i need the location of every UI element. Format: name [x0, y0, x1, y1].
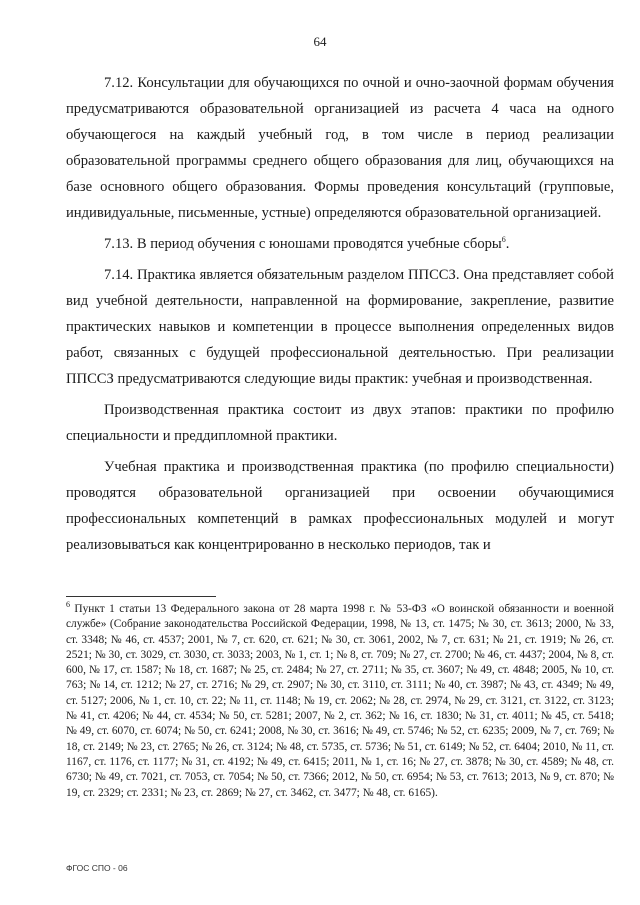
- footnote-reference[interactable]: 6: [501, 235, 506, 245]
- paragraph-7-12: 7.12. Консультации для обучающихся по очной и очно-заочной формам обучения предусматриваются образовательной организацией из расчета 4 часа на одного обучающегося на каждый учебный год, в том числе в период реализации образовательной программы среднего общего образования для лиц, обучающихся на базе основного общего образования. Формы проведения консультаций (групповые, индивидуальные, письменные, устные) определяются образовательной организацией.: [66, 75, 614, 221]
- page-number: 64: [313, 34, 327, 49]
- footnote-block: [66, 602, 614, 801]
- footnote-marker: 6: [66, 600, 70, 610]
- paragraph-production-practice: Производственная практика состоит из двух этапов: практики по профилю специальности и преддипломной практики.: [66, 402, 614, 444]
- paragraph-7-13: 7.13. В период обучения с юношами проводятся учебные сборы$^6$.: [104, 235, 510, 252]
- document-stamp: ФГОС СПО - 06: [66, 863, 128, 873]
- footnote-divider: [66, 596, 216, 597]
- paragraph-7-14: 7.14. Практика является обязательным разделом ППССЗ. Она представляет собой вид учебной деятельности, направленной на формирование, закрепление, развитие практических навыков и компетенции в процессе выполнения определенных видов работ, связанных с будущей профессиональной деятельностью. При реализации ППССЗ предусматриваются следующие виды практик: учебная и производственная.: [66, 267, 614, 387]
- footnote-text: Пункт 1 статьи 13 Федерального закона от 28 марта 1998 г. № 53-ФЗ «О воинской обязанности и военной службе» (Собрание законодательства Российской Федерации, 1998, № 13, ст. 1475; № 30, ст. 3613; 2000, № 33, ст. 3348; № 46, ст. 4537; 2001, № 7, ст. 620, ст. 621; № 30, ст. 3061, 2002, № 7, ст. 631; № 21, ст. 1919; № 26, ст. 2521; № 30, ст. 3029, ст. 3030, ст. 3033; 2003, № 1, ст. 1; № 8, ст. 709; № 27, ст. 2700; № 46, ст. 4437; 2004, № 8, ст. 600, № 17, ст. 1587; № 18, ст. 1687; № 25, ст. 2484; № 27, ст. 2711; № 35, ст. 3607; № 49, ст. 4848; 2005, № 10, ст. 763; № 14, ст. 1212; № 27, ст. 2716; № 29, ст. 2907; № 30, ст. 3110, ст. 3111; № 40, ст. 3987; № 43, ст. 4349; № 49, ст. 5127; 2006, № 1, ст. 10, ст. 22; № 11, ст. 1148; № 19, ст. 2062; № 28, ст. 2974, № 29, ст. 3121, ст. 3122, ст. 3123; № 41, ст. 4206; № 44, ст. 4534; № 50, ст. 5281; 2007, № 2, ст. 362; № 16, ст. 1830; № 31, ст. 4011; № 45, ст. 5418; № 49, ст. 6070, ст. 6074; № 50, ст. 6241; 2008, № 30, ст. 3616; № 49, ст. 5746; № 52, ст. 6235; 2009, № 7, ст. 769; № 18, ст. 2149; № 23, ст. 2765; № 26, ст. 3124; № 48, ст. 5735, ст. 5736; № 51, ст. 6149; № 52, ст. 6404; 2010, № 11, ст. 1167, ст. 1176, ст. 1177; № 31, ст. 4192; № 49, ст. 6415; 2011, № 1, ст. 16; № 27, ст. 3878; № 30, ст. 4589; № 48, ст. 6730; № 49, ст. 7021, ст. 7053, ст. 7054; № 50, ст. 7366; 2012, № 50, ст. 6954; № 53, ст. 7613; 2013, № 9, ст. 870; № 19, ст. 2329; ст. 2331; № 23, ст. 2869; № 27, ст. 3462, ст. 3477; № 48, ст. 6165).: [66, 603, 614, 799]
- main-text: [66, 70, 614, 563]
- paragraph-7-13-text: 7.13. В период обучения с юношами проводятся учебные сборы: [104, 236, 502, 252]
- paragraph-training-practice: Учебная практика и производственная практика (по профилю специальности) проводятся образовательной организацией при освоении обучающимися профессиональных компетенций в рамках профессиональных модулей и могут реализовываться как концентрированно в несколько периодов, так и: [66, 459, 614, 553]
